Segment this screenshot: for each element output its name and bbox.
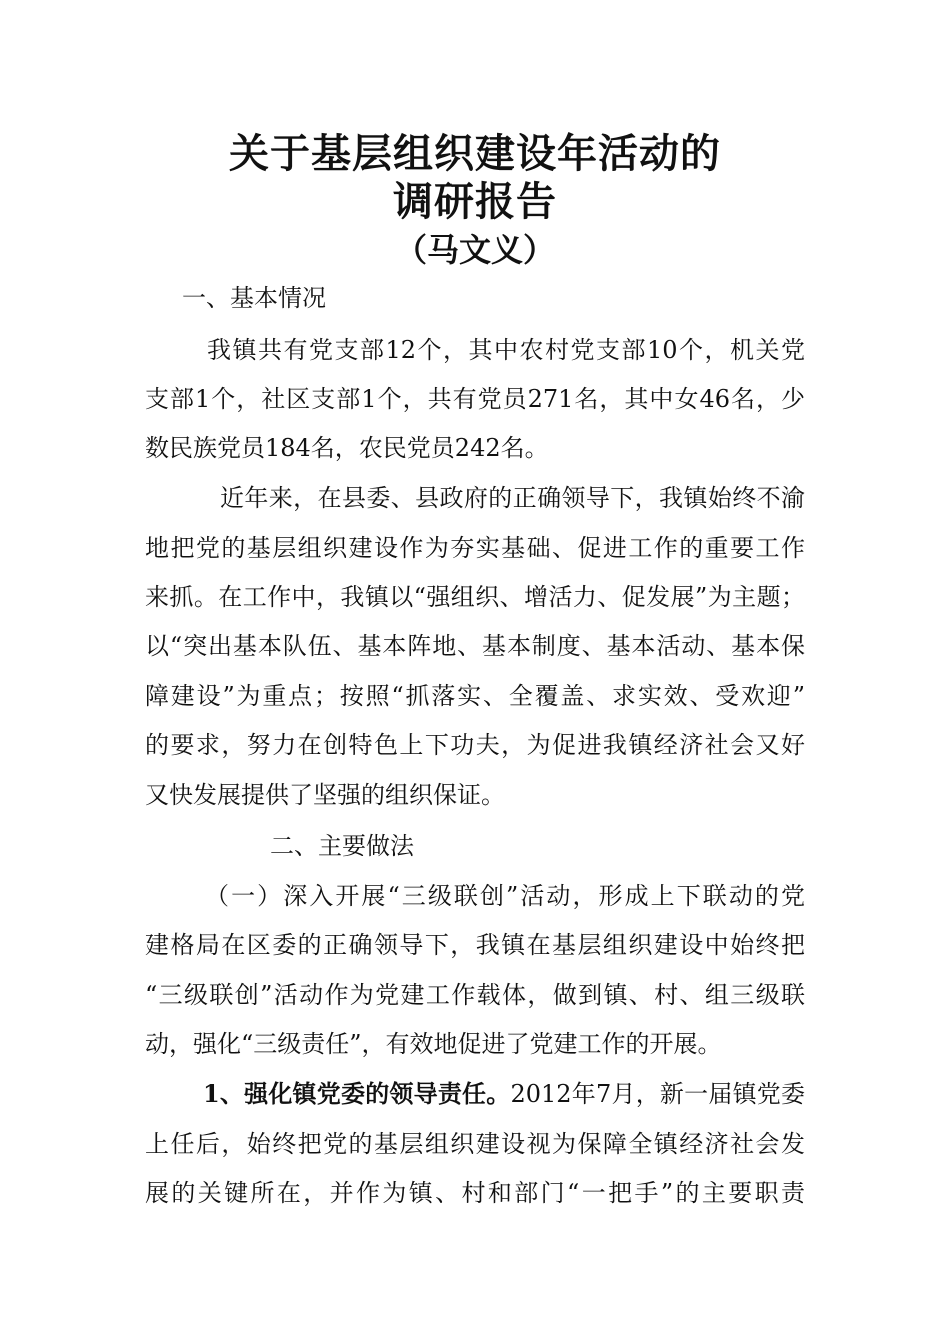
paragraph-line: 上任后，始终把党的基层组织建设视为保障全镇经济社会发 [145, 1130, 805, 1158]
paragraph-line: 障建设”为重点；按照“抓落实、全覆盖、求实效、受欢迎” [145, 682, 805, 710]
paragraph-line: （一）深入开展“三级联创”活动，形成上下联动的党 [205, 882, 805, 910]
document-author: （马文义） [394, 231, 555, 269]
paragraph-line: 来抓。在工作中，我镇以“强组织、增活力、促发展”为主题； [145, 583, 805, 611]
paragraph-line: 又快发展提供了坚强的组织保证。 [145, 781, 505, 809]
paragraph-text: 2012年7月，新一届镇党委 [510, 1080, 805, 1108]
section-heading-main-practices: 二、主要做法 [270, 832, 414, 860]
bold-lead-text: 1、强化镇党委的领导责任。 [203, 1079, 511, 1108]
paragraph-line: 近年来，在县委、县政府的正确领导下，我镇始终不渝 [220, 484, 805, 512]
paragraph-line: 建格局在区委的正确领导下，我镇在基层组织建设中始终把 [145, 931, 805, 959]
document-title-line-1: 关于基层组织建设年活动的 [229, 131, 721, 177]
paragraph-line: “三级联创”活动作为党建工作载体，做到镇、村、组三级联 [145, 981, 805, 1009]
paragraph-line-with-bold-lead [203, 1074, 805, 1114]
section-heading-basic-situation: 一、基本情况 [182, 284, 326, 312]
paragraph-line: 展的关键所在，并作为镇、村和部门“一把手”的主要职责 [145, 1179, 805, 1207]
paragraph-line: 支部1个，社区支部1个，共有党员271名，其中女46名，少 [145, 385, 805, 413]
paragraph-line: 地把党的基层组织建设作为夯实基础、促进工作的重要工作 [145, 534, 805, 562]
paragraph-line: 以“突出基本队伍、基本阵地、基本制度、基本活动、基本保 [145, 632, 805, 660]
paragraph-line: 动，强化“三级责任”，有效地促进了党建工作的开展。 [145, 1030, 722, 1058]
document-title-line-2: 调研报告 [393, 179, 557, 225]
paragraph-line: 我镇共有党支部12个，其中农村党支部10个，机关党 [207, 336, 805, 364]
paragraph-line: 的要求，努力在创特色上下功夫，为促进我镇经济社会又好 [145, 731, 805, 759]
paragraph-line: 数民族党员184名，农民党员242名。 [145, 434, 549, 462]
